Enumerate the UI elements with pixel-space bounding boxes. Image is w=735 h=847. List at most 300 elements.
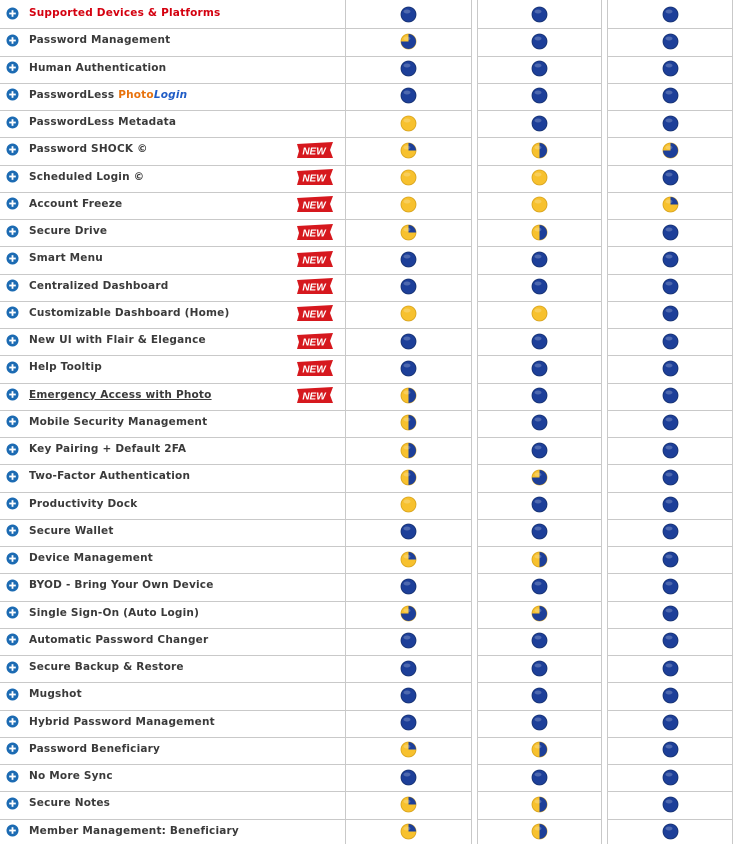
expand-plus-icon[interactable] bbox=[6, 306, 19, 319]
row-divider bbox=[0, 328, 345, 329]
row-divider bbox=[608, 682, 732, 683]
expand-plus-icon[interactable] bbox=[6, 279, 19, 292]
full-support-dot-icon bbox=[531, 523, 548, 540]
row-divider bbox=[346, 519, 471, 520]
row-divider bbox=[346, 737, 471, 738]
row-divider bbox=[478, 246, 601, 247]
row-divider bbox=[346, 791, 471, 792]
row-divider bbox=[0, 655, 345, 656]
empty-support-dot-icon bbox=[400, 196, 417, 213]
new-badge-icon bbox=[296, 360, 334, 377]
row-divider bbox=[608, 437, 732, 438]
partial-support-dot-icon bbox=[400, 823, 417, 840]
row-divider bbox=[608, 573, 732, 574]
partial-support-dot-icon bbox=[531, 823, 548, 840]
new-badge-icon bbox=[296, 169, 334, 186]
feature-label[interactable]: Scheduled Login © bbox=[29, 170, 145, 183]
table-row bbox=[0, 356, 735, 383]
row-divider bbox=[608, 137, 732, 138]
feature-label[interactable]: Help Tooltip bbox=[29, 361, 103, 374]
row-divider bbox=[346, 110, 471, 111]
new-badge-icon bbox=[296, 305, 334, 322]
partial-support-dot-icon bbox=[400, 796, 417, 813]
feature-label[interactable]: Two-Factor Authentication bbox=[29, 470, 191, 483]
row-divider bbox=[346, 56, 471, 57]
row-divider bbox=[346, 682, 471, 683]
row-divider bbox=[608, 519, 732, 520]
expand-plus-icon[interactable] bbox=[6, 524, 19, 537]
feature-label[interactable]: Secure Drive bbox=[29, 225, 108, 237]
svg-text:NEW: NEW bbox=[302, 309, 326, 321]
empty-support-dot-icon bbox=[400, 496, 417, 513]
full-support-dot-icon bbox=[662, 6, 679, 23]
full-support-dot-icon bbox=[400, 687, 417, 704]
row-divider bbox=[0, 492, 345, 493]
row-divider bbox=[608, 601, 732, 602]
table-row bbox=[0, 247, 735, 274]
row-divider bbox=[608, 246, 732, 247]
partial-support-dot-icon bbox=[400, 605, 417, 622]
full-support-dot-icon bbox=[662, 687, 679, 704]
full-support-dot-icon bbox=[531, 660, 548, 677]
expand-plus-icon[interactable] bbox=[6, 415, 19, 428]
row-divider bbox=[346, 83, 471, 84]
row-divider bbox=[0, 519, 345, 520]
expand-plus-icon[interactable] bbox=[6, 88, 19, 101]
svg-text:NEW: NEW bbox=[302, 282, 326, 294]
row-divider bbox=[608, 274, 732, 275]
row-divider bbox=[478, 355, 601, 356]
row-divider bbox=[0, 546, 345, 547]
expand-plus-icon[interactable] bbox=[6, 7, 19, 20]
table-row bbox=[0, 683, 735, 710]
row-divider bbox=[346, 192, 471, 193]
row-divider bbox=[478, 137, 601, 138]
feature-label[interactable]: Password Beneficiary bbox=[29, 742, 161, 755]
feature-label[interactable]: Emergency Access with Photo bbox=[29, 388, 212, 401]
full-support-dot-icon bbox=[400, 60, 417, 77]
full-support-dot-icon bbox=[531, 442, 548, 459]
feature-label[interactable]: Secure Backup & Restore bbox=[29, 661, 184, 673]
full-support-dot-icon bbox=[531, 115, 548, 132]
new-badge-icon bbox=[296, 196, 334, 213]
row-divider bbox=[0, 301, 345, 302]
feature-label[interactable]: Device Management bbox=[29, 552, 153, 564]
full-support-dot-icon bbox=[662, 769, 679, 786]
empty-support-dot-icon bbox=[400, 305, 417, 322]
row-divider bbox=[478, 791, 601, 792]
row-divider bbox=[478, 628, 601, 629]
full-support-dot-icon bbox=[662, 551, 679, 568]
expand-plus-icon[interactable] bbox=[6, 742, 19, 755]
feature-label[interactable]: No More Sync bbox=[29, 770, 113, 782]
row-divider bbox=[608, 710, 732, 711]
row-divider bbox=[478, 437, 601, 438]
feature-label[interactable]: Member Management: Beneficiary bbox=[29, 824, 239, 837]
feature-label[interactable]: Key Pairing + Default 2FA bbox=[29, 443, 187, 455]
expand-plus-icon[interactable] bbox=[6, 470, 19, 483]
expand-plus-icon[interactable] bbox=[6, 552, 19, 565]
new-badge-icon bbox=[296, 278, 334, 295]
row-divider bbox=[346, 764, 471, 765]
full-support-dot-icon bbox=[662, 741, 679, 758]
row-divider bbox=[608, 355, 732, 356]
svg-text:NEW: NEW bbox=[302, 200, 326, 212]
row-divider bbox=[0, 56, 345, 57]
row-divider bbox=[478, 682, 601, 683]
row-divider bbox=[346, 628, 471, 629]
expand-plus-icon[interactable] bbox=[6, 143, 19, 156]
row-divider bbox=[608, 628, 732, 629]
full-support-dot-icon bbox=[662, 578, 679, 595]
partial-support-dot-icon bbox=[400, 469, 417, 486]
svg-text:NEW: NEW bbox=[302, 228, 326, 239]
full-support-dot-icon bbox=[531, 632, 548, 649]
feature-label[interactable]: Productivity Dock bbox=[29, 497, 138, 510]
row-divider bbox=[608, 819, 732, 820]
row-divider bbox=[478, 764, 601, 765]
full-support-dot-icon bbox=[662, 714, 679, 731]
full-support-dot-icon bbox=[662, 278, 679, 295]
full-support-dot-icon bbox=[662, 333, 679, 350]
row-divider bbox=[0, 383, 345, 384]
feature-label[interactable]: Mugshot bbox=[29, 688, 82, 701]
table-row bbox=[0, 792, 735, 819]
row-divider bbox=[608, 219, 732, 220]
svg-text:NEW: NEW bbox=[302, 337, 326, 348]
full-support-dot-icon bbox=[531, 360, 548, 377]
row-divider bbox=[346, 355, 471, 356]
full-support-dot-icon bbox=[400, 87, 417, 104]
full-support-dot-icon bbox=[531, 251, 548, 268]
feature-label[interactable]: Centralized Dashboard bbox=[29, 279, 169, 292]
row-divider bbox=[0, 573, 345, 574]
row-divider bbox=[608, 83, 732, 84]
table-row bbox=[0, 220, 735, 247]
row-divider bbox=[608, 383, 732, 384]
feature-label[interactable]: Secure Wallet bbox=[29, 524, 114, 537]
row-divider bbox=[608, 764, 732, 765]
full-support-dot-icon bbox=[662, 115, 679, 132]
row-divider bbox=[608, 655, 732, 656]
full-support-dot-icon bbox=[662, 523, 679, 540]
new-badge-icon bbox=[296, 142, 334, 159]
row-divider bbox=[608, 110, 732, 111]
feature-label[interactable]: Mobile Security Management bbox=[29, 415, 208, 428]
empty-support-dot-icon bbox=[531, 196, 548, 213]
partial-support-dot-icon bbox=[531, 142, 548, 159]
row-divider bbox=[346, 246, 471, 247]
feature-label[interactable]: Automatic Password Changer bbox=[29, 633, 209, 646]
partial-support-dot-icon bbox=[400, 33, 417, 50]
row-divider bbox=[346, 492, 471, 493]
row-divider bbox=[346, 546, 471, 547]
feature-label[interactable]: Single Sign-On (Auto Login) bbox=[29, 606, 200, 619]
row-divider bbox=[478, 601, 601, 602]
full-support-dot-icon bbox=[662, 632, 679, 649]
full-support-dot-icon bbox=[662, 496, 679, 513]
row-divider bbox=[0, 246, 345, 247]
row-divider bbox=[608, 410, 732, 411]
full-support-dot-icon bbox=[662, 660, 679, 677]
full-support-dot-icon bbox=[531, 6, 548, 23]
partial-support-dot-icon bbox=[400, 414, 417, 431]
row-divider bbox=[608, 492, 732, 493]
expand-plus-icon[interactable] bbox=[6, 606, 19, 619]
new-badge-icon bbox=[296, 224, 334, 241]
row-divider bbox=[608, 464, 732, 465]
row-divider bbox=[608, 328, 732, 329]
full-support-dot-icon bbox=[400, 251, 417, 268]
row-divider bbox=[478, 464, 601, 465]
row-divider bbox=[608, 301, 732, 302]
new-badge-icon bbox=[296, 387, 334, 404]
row-divider bbox=[0, 628, 345, 629]
expand-plus-icon[interactable] bbox=[6, 633, 19, 646]
row-divider bbox=[478, 410, 601, 411]
partial-support-dot-icon bbox=[662, 196, 679, 213]
full-support-dot-icon bbox=[662, 605, 679, 622]
row-divider bbox=[346, 274, 471, 275]
partial-support-dot-icon bbox=[400, 741, 417, 758]
full-support-dot-icon bbox=[400, 578, 417, 595]
full-support-dot-icon bbox=[662, 305, 679, 322]
partial-support-dot-icon bbox=[531, 796, 548, 813]
row-divider bbox=[346, 165, 471, 166]
expand-plus-icon[interactable] bbox=[6, 170, 19, 183]
row-divider bbox=[346, 137, 471, 138]
row-divider bbox=[478, 110, 601, 111]
full-support-dot-icon bbox=[531, 60, 548, 77]
row-divider bbox=[0, 791, 345, 792]
row-divider bbox=[346, 328, 471, 329]
partial-support-dot-icon bbox=[400, 442, 417, 459]
full-support-dot-icon bbox=[400, 278, 417, 295]
full-support-dot-icon bbox=[400, 660, 417, 677]
empty-support-dot-icon bbox=[400, 115, 417, 132]
feature-label-text: PasswordLess bbox=[29, 88, 119, 101]
svg-text:NEW: NEW bbox=[302, 255, 326, 267]
full-support-dot-icon bbox=[531, 496, 548, 513]
row-divider bbox=[478, 274, 601, 275]
full-support-dot-icon bbox=[531, 87, 548, 104]
row-divider bbox=[0, 764, 345, 765]
feature-label[interactable]: New UI with Flair & Elegance bbox=[29, 334, 206, 346]
row-divider bbox=[608, 192, 732, 193]
feature-label[interactable]: Smart Menu bbox=[29, 252, 103, 265]
expand-plus-icon[interactable] bbox=[6, 252, 19, 265]
svg-text:NEW: NEW bbox=[302, 146, 326, 158]
expand-plus-icon[interactable] bbox=[6, 497, 19, 510]
row-divider bbox=[608, 737, 732, 738]
new-badge-icon bbox=[296, 333, 334, 350]
row-divider bbox=[0, 682, 345, 683]
row-divider bbox=[478, 56, 601, 57]
full-support-dot-icon bbox=[531, 33, 548, 50]
row-divider bbox=[346, 710, 471, 711]
full-support-dot-icon bbox=[531, 414, 548, 431]
row-divider bbox=[0, 464, 345, 465]
row-divider bbox=[608, 56, 732, 57]
partial-support-dot-icon bbox=[400, 224, 417, 241]
full-support-dot-icon bbox=[662, 823, 679, 840]
expand-plus-icon[interactable] bbox=[6, 824, 19, 837]
full-support-dot-icon bbox=[400, 6, 417, 23]
expand-plus-icon[interactable] bbox=[6, 116, 19, 129]
feature-label[interactable]: BYOD - Bring Your Own Device bbox=[29, 579, 214, 592]
full-support-dot-icon bbox=[531, 769, 548, 786]
partial-support-dot-icon bbox=[400, 387, 417, 404]
expand-plus-icon[interactable] bbox=[6, 334, 19, 347]
row-divider bbox=[478, 165, 601, 166]
row-divider bbox=[608, 546, 732, 547]
expand-plus-icon[interactable] bbox=[6, 197, 19, 210]
expand-plus-icon[interactable] bbox=[6, 388, 19, 401]
full-support-dot-icon bbox=[400, 523, 417, 540]
row-divider bbox=[0, 83, 345, 84]
full-support-dot-icon bbox=[400, 333, 417, 350]
expand-plus-icon[interactable] bbox=[6, 715, 19, 728]
feature-label[interactable]: Account Freeze bbox=[29, 197, 123, 210]
full-support-dot-icon bbox=[662, 169, 679, 186]
full-support-dot-icon bbox=[400, 714, 417, 731]
full-support-dot-icon bbox=[662, 33, 679, 50]
expand-plus-icon[interactable] bbox=[6, 797, 19, 810]
svg-text:NEW: NEW bbox=[302, 173, 326, 185]
row-divider bbox=[0, 192, 345, 193]
row-divider bbox=[478, 192, 601, 193]
full-support-dot-icon bbox=[662, 60, 679, 77]
feature-label[interactable]: Password Management bbox=[29, 34, 171, 47]
row-divider bbox=[0, 110, 345, 111]
full-support-dot-icon bbox=[531, 687, 548, 704]
empty-support-dot-icon bbox=[531, 305, 548, 322]
empty-support-dot-icon bbox=[531, 169, 548, 186]
row-divider bbox=[0, 355, 345, 356]
expand-plus-icon[interactable] bbox=[6, 579, 19, 592]
partial-support-dot-icon bbox=[531, 741, 548, 758]
row-divider bbox=[346, 573, 471, 574]
feature-label[interactable]: Human Authentication bbox=[29, 61, 167, 74]
partial-support-dot-icon bbox=[531, 469, 548, 486]
row-divider bbox=[346, 301, 471, 302]
full-support-dot-icon bbox=[531, 714, 548, 731]
partial-support-dot-icon bbox=[531, 551, 548, 568]
full-support-dot-icon bbox=[531, 333, 548, 350]
row-divider bbox=[346, 437, 471, 438]
row-divider bbox=[478, 28, 601, 29]
full-support-dot-icon bbox=[531, 278, 548, 295]
row-divider bbox=[346, 819, 471, 820]
full-support-dot-icon bbox=[662, 387, 679, 404]
full-support-dot-icon bbox=[531, 387, 548, 404]
full-support-dot-icon bbox=[662, 442, 679, 459]
expand-plus-icon[interactable] bbox=[6, 61, 19, 74]
row-divider bbox=[0, 137, 345, 138]
row-divider bbox=[608, 791, 732, 792]
full-support-dot-icon bbox=[400, 632, 417, 649]
partial-support-dot-icon bbox=[531, 605, 548, 622]
row-divider bbox=[478, 328, 601, 329]
row-divider bbox=[0, 165, 345, 166]
row-divider bbox=[346, 655, 471, 656]
expand-plus-icon[interactable] bbox=[6, 661, 19, 674]
row-divider bbox=[478, 655, 601, 656]
row-divider bbox=[0, 737, 345, 738]
expand-plus-icon[interactable] bbox=[6, 443, 19, 456]
full-support-dot-icon bbox=[662, 796, 679, 813]
row-divider bbox=[478, 383, 601, 384]
row-divider bbox=[0, 410, 345, 411]
svg-text:NEW: NEW bbox=[302, 391, 326, 403]
partial-support-dot-icon bbox=[400, 142, 417, 159]
full-support-dot-icon bbox=[662, 414, 679, 431]
row-divider bbox=[608, 28, 732, 29]
photo-word: Photo bbox=[118, 88, 154, 101]
full-support-dot-icon bbox=[400, 360, 417, 377]
full-support-dot-icon bbox=[400, 769, 417, 786]
row-divider bbox=[478, 301, 601, 302]
expand-plus-icon[interactable] bbox=[6, 225, 19, 238]
login-word: Login bbox=[153, 88, 188, 101]
feature-label[interactable]: Supported Devices & Platforms bbox=[29, 7, 221, 19]
row-divider bbox=[0, 28, 345, 29]
full-support-dot-icon bbox=[662, 87, 679, 104]
row-divider bbox=[0, 274, 345, 275]
feature-label[interactable]: Password SHOCK © bbox=[29, 143, 148, 156]
feature-label[interactable] bbox=[29, 89, 187, 101]
row-divider bbox=[0, 601, 345, 602]
row-divider bbox=[346, 464, 471, 465]
full-support-dot-icon bbox=[662, 251, 679, 268]
row-divider bbox=[478, 492, 601, 493]
feature-label[interactable]: Hybrid Password Management bbox=[29, 715, 215, 728]
row-divider bbox=[0, 437, 345, 438]
full-support-dot-icon bbox=[662, 360, 679, 377]
empty-support-dot-icon bbox=[400, 169, 417, 186]
row-divider bbox=[478, 573, 601, 574]
partial-support-dot-icon bbox=[531, 224, 548, 241]
expand-plus-icon[interactable] bbox=[6, 688, 19, 701]
row-divider bbox=[478, 83, 601, 84]
row-divider bbox=[478, 546, 601, 547]
row-divider bbox=[0, 710, 345, 711]
row-divider bbox=[346, 219, 471, 220]
full-support-dot-icon bbox=[662, 469, 679, 486]
row-divider bbox=[478, 710, 601, 711]
partial-support-dot-icon bbox=[662, 142, 679, 159]
row-divider bbox=[346, 383, 471, 384]
row-divider bbox=[478, 819, 601, 820]
row-divider bbox=[346, 601, 471, 602]
feature-label[interactable]: PasswordLess Metadata bbox=[29, 116, 177, 128]
partial-support-dot-icon bbox=[400, 551, 417, 568]
new-badge-icon bbox=[296, 251, 334, 268]
expand-plus-icon[interactable] bbox=[6, 361, 19, 374]
feature-label[interactable]: Secure Notes bbox=[29, 797, 111, 810]
svg-text:NEW: NEW bbox=[302, 364, 326, 376]
expand-plus-icon[interactable] bbox=[6, 770, 19, 783]
row-divider bbox=[478, 219, 601, 220]
row-divider bbox=[478, 737, 601, 738]
expand-plus-icon[interactable] bbox=[6, 34, 19, 47]
feature-label[interactable]: Customizable Dashboard (Home) bbox=[29, 306, 230, 319]
row-divider bbox=[0, 219, 345, 220]
row-divider bbox=[346, 410, 471, 411]
row-divider bbox=[346, 28, 471, 29]
full-support-dot-icon bbox=[662, 224, 679, 241]
row-divider bbox=[478, 519, 601, 520]
